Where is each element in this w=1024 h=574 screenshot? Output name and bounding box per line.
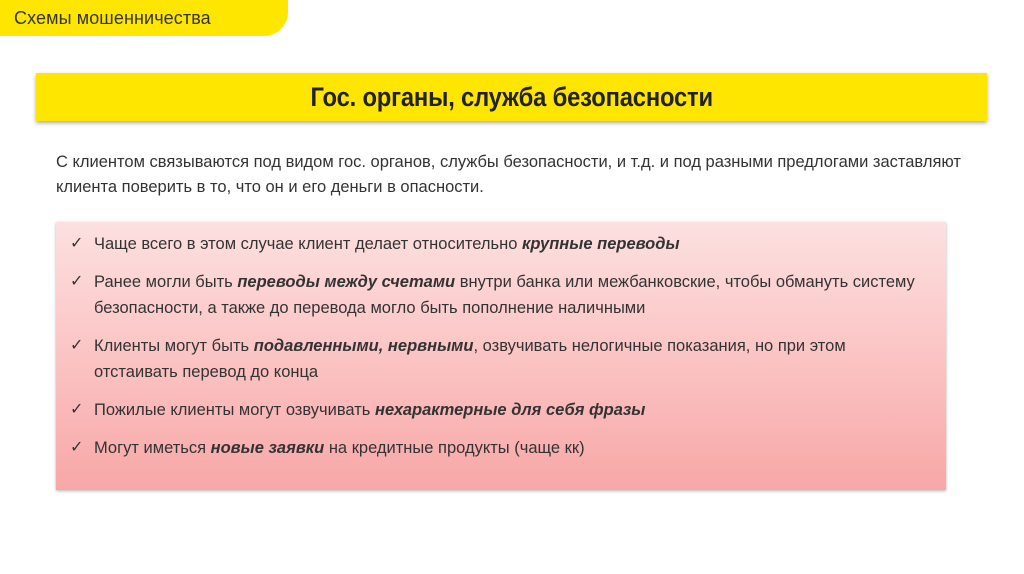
bullet-text: Пожилые клиенты могут озвучивать (94, 401, 375, 419)
bullet-text: внутри банка или межбанковские, чтобы обмануть систему безопасности, а также до перевода могло быть пополнение наличными (94, 273, 915, 317)
bullet-emphasis: новые заявки (210, 439, 325, 457)
bullet-text: на кредитные продукты (чаще кк) (324, 439, 585, 457)
bullet-text: Ранее могли быть (94, 273, 238, 291)
bullet-emphasis: подавленными, нервными (253, 337, 474, 355)
checkmark-icon: ✓ (70, 401, 84, 418)
title-banner (36, 73, 987, 121)
bullet-emphasis: переводы между счетами (237, 273, 456, 291)
checkmark-icon: ✓ (70, 235, 84, 252)
bullet-list (70, 231, 932, 461)
bullet-emphasis: нехарактерные для себя фразы (374, 401, 646, 419)
bullet-text: Чаще всего в этом случае клиент делает относительно (94, 235, 523, 253)
bullet-text: Клиенты могут быть (94, 337, 254, 355)
section-tab (0, 0, 288, 36)
bullet-item (70, 397, 932, 423)
slide-title: Гос. органы, служба безопасности (310, 81, 713, 112)
bullet-item (70, 269, 932, 321)
checkmark-icon: ✓ (70, 273, 84, 290)
bullet-text: , озвучивать нелогичные показания, но при этом отстаивать перевод до конца (94, 337, 846, 381)
checkmark-icon: ✓ (70, 439, 84, 456)
bullet-item (70, 435, 932, 461)
bullet-emphasis: крупные переводы (522, 235, 680, 253)
checkmark-icon: ✓ (70, 337, 84, 354)
bullet-item (70, 231, 932, 257)
key-points-panel (56, 222, 946, 490)
intro-paragraph: С клиентом связываются под видом гос. органов, службы безопасности, и т.д. и под разными предлогами заставляют клиента поверить в то, что он и его деньги в опасности. (56, 153, 961, 196)
section-label: Схемы мошенничества (14, 7, 211, 28)
bullet-text: Могут иметься (94, 439, 211, 457)
bullet-item (70, 333, 932, 385)
